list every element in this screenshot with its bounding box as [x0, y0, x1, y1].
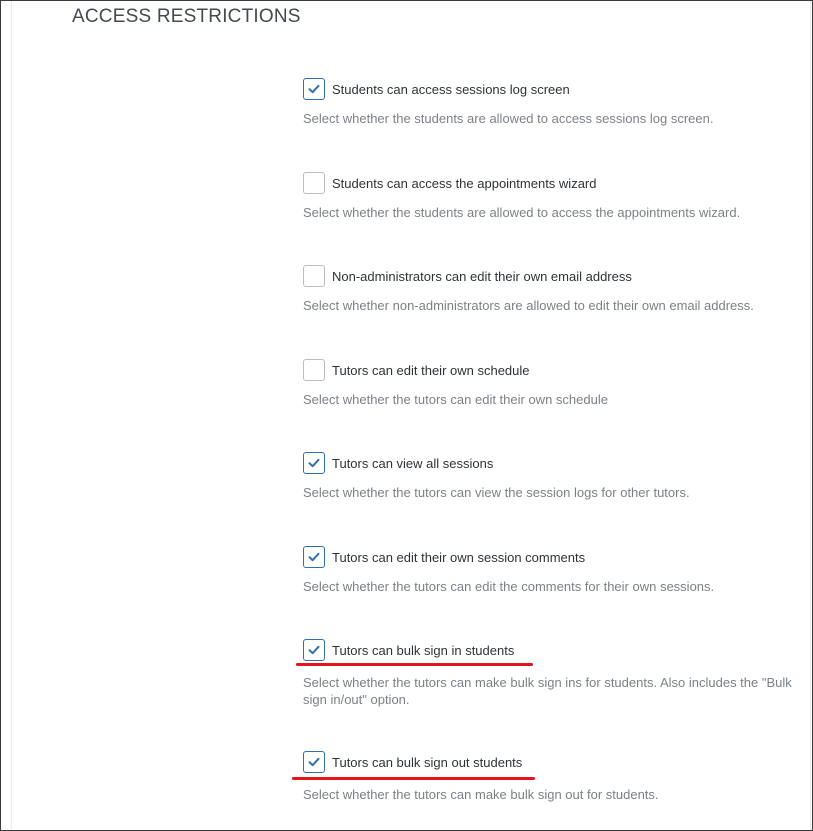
option-label[interactable]: Non-administrators can edit their own email address: [332, 268, 632, 284]
tutors-edit-schedule-checkbox[interactable]: [303, 359, 325, 381]
option-description: Select whether the tutors can edit their own schedule: [303, 392, 608, 407]
option-description: Select whether the tutors can view the session logs for other tutors.: [303, 485, 690, 500]
option-label[interactable]: Tutors can edit their own schedule: [332, 362, 530, 378]
option-students-sessions-log: [303, 78, 803, 127]
students-sessions-log-checkbox[interactable]: [303, 78, 325, 100]
highlight-underline-bulk-sign-out: [292, 777, 535, 780]
students-appointments-wizard-checkbox[interactable]: [303, 172, 325, 194]
checkmark-icon: [308, 84, 320, 94]
option-label[interactable]: Tutors can edit their own session comments: [332, 549, 586, 565]
option-row: [303, 78, 803, 100]
non-admins-edit-email-checkbox[interactable]: [303, 265, 325, 287]
checkmark-icon: [308, 757, 320, 767]
option-description: Select whether the students are allowed to access the appointments wizard.: [303, 205, 741, 220]
checkmark-icon: [308, 458, 320, 468]
option-label[interactable]: Tutors can bulk sign out students: [332, 754, 523, 770]
option-tutors-bulk-sign-in: [303, 639, 798, 708]
highlight-underline-bulk-sign-in: [296, 663, 533, 666]
option-row: [303, 546, 803, 568]
option-description: Select whether the tutors can make bulk sign out for students.: [303, 787, 659, 802]
option-row: [303, 639, 798, 661]
option-tutors-edit-session-comments: [303, 546, 803, 595]
option-row: [303, 359, 803, 381]
checkmark-icon: [308, 645, 320, 655]
option-label[interactable]: Students can access sessions log screen: [332, 81, 570, 97]
option-non-admins-edit-email: [303, 265, 803, 314]
option-row: [303, 172, 803, 194]
option-description: Select whether the students are allowed to access sessions log screen.: [303, 111, 714, 126]
option-label[interactable]: Tutors can bulk sign in students: [332, 642, 515, 658]
option-description: Select whether non-administrators are allowed to edit their own email address.: [303, 298, 754, 313]
option-students-appointments-wizard: [303, 172, 803, 221]
option-row: [303, 452, 803, 474]
section-title: ACCESS RESTRICTIONS: [72, 6, 301, 27]
option-row: [303, 751, 803, 773]
option-description: Select whether the tutors can make bulk sign ins for students. Also includes the "Bulk sign in/out" option.: [303, 675, 792, 707]
option-tutors-edit-schedule: [303, 359, 803, 408]
option-tutors-view-all-sessions: [303, 452, 803, 501]
tutors-bulk-sign-in-checkbox[interactable]: [303, 639, 325, 661]
tutors-view-all-sessions-checkbox[interactable]: [303, 452, 325, 474]
checkmark-icon: [308, 552, 320, 562]
option-label[interactable]: Students can access the appointments wizard: [332, 175, 597, 191]
option-description: Select whether the tutors can edit the comments for their own sessions.: [303, 579, 715, 594]
option-label[interactable]: Tutors can view all sessions: [332, 455, 494, 471]
option-row: [303, 265, 803, 287]
tutors-bulk-sign-out-checkbox[interactable]: [303, 751, 325, 773]
tutors-edit-session-comments-checkbox[interactable]: [303, 546, 325, 568]
